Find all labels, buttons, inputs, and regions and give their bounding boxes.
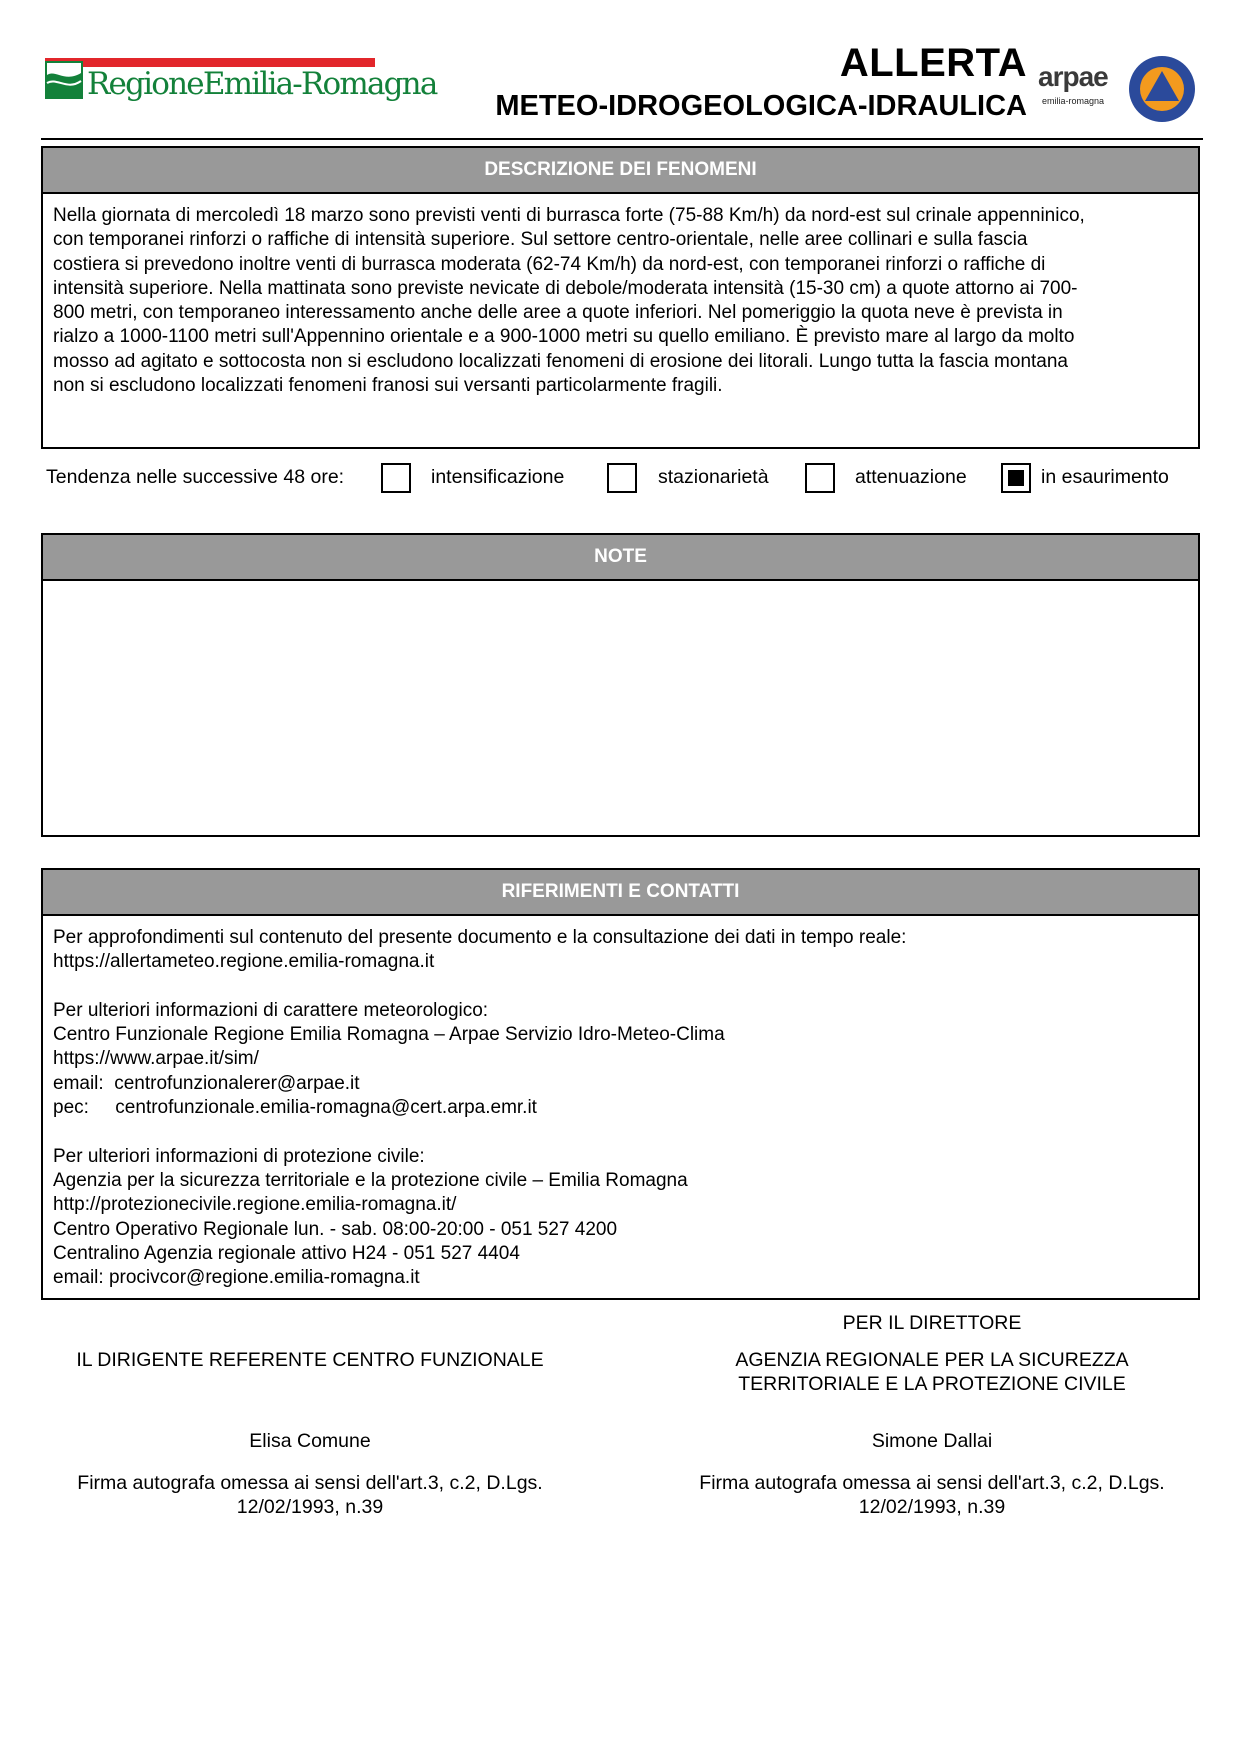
- contacts-text: [43, 916, 1198, 1290]
- arpae-logo-text: arpae: [1038, 61, 1108, 92]
- description-line: non si escludono localizzati fenomeni franosi sui versanti particolarmente fragili.: [53, 375, 723, 397]
- description-heading: DESCRIZIONE DEI FENOMENI: [43, 148, 1198, 194]
- right-signatory-name: Simone Dallai: [871, 1430, 993, 1452]
- trend-option-label: in esaurimento: [1041, 466, 1169, 488]
- blank-line: [53, 1120, 1188, 1144]
- arpae-logo-wordmark: [1038, 62, 1120, 92]
- region-logo-name: RegioneEmilia-Romagna: [87, 66, 437, 102]
- description-line: rialzo a 1000-1100 metri sull'Appennino orientale e a 900-1000 metri su quello emiliano. È previsto mare al largo da molto: [53, 326, 1075, 348]
- contacts-line: email: procivcor@regione.emilia-romagna.it: [53, 1267, 420, 1289]
- left-signature-note-date: 12/02/1993, n.39: [236, 1496, 384, 1518]
- arpae-logo: [1038, 62, 1120, 110]
- arpae-logo-sub: emilia-romagna: [1042, 96, 1105, 106]
- notes-box: [41, 533, 1200, 837]
- right-signature-note: Firma autografa omessa ai sensi dell'art.3, c.2, D.Lgs.: [699, 1472, 1165, 1494]
- contacts-line: Centro Operativo Regionale lun. - sab. 08:00-20:00 - 051 527 4200: [53, 1218, 618, 1240]
- notes-heading: NOTE: [43, 535, 1198, 581]
- trend-label: Tendenza nelle successive 48 ore:: [46, 466, 345, 488]
- contacts-line: https://www.arpae.it/sim/: [53, 1048, 259, 1070]
- contacts-line: Per ulteriori informazioni di carattere meteorologico:: [53, 999, 489, 1021]
- civil-protection-logo-icon: [1128, 55, 1196, 123]
- trend-option-label: intensificazione: [431, 466, 565, 488]
- contacts-box: [41, 868, 1200, 1300]
- header-divider: [41, 138, 1203, 140]
- contacts-line: Per approfondimenti sul contenuto del presente documento e la consultazione dei dati in tempo reale:: [53, 927, 907, 948]
- description-line: costiera si prevedono inoltre venti di burrasca moderata (62-74 Km/h) da nord-est, con temporanei rinforzi o raffiche di: [53, 253, 1046, 275]
- region-logo: [45, 58, 437, 108]
- right-signatory-pre: PER IL DIRETTORE: [842, 1312, 1022, 1334]
- contacts-heading: RIFERIMENTI E CONTATTI: [43, 870, 1198, 916]
- description-box: [41, 146, 1200, 449]
- description-line: mosso ad agitato e sottocosta non si escludono localizzati fenomeni di erosione dei litorali. Lungo tutta la fascia montana: [53, 350, 1068, 372]
- description-line: 800 metri, con temporaneo interessamento anche delle aree a quote inferiori. Nel pomeriggio la quota neve è prevista in: [53, 302, 1063, 324]
- contacts-line: pec: centrofunzionale.emilia-romagna@cert.arpa.emr.it: [53, 1097, 537, 1119]
- checkbox-stazionarieta[interactable]: [607, 463, 637, 493]
- description-line: Nella giornata di mercoledì 18 marzo sono previsti venti di burrasca forte (75-88 Km/h) da nord-est sul crinale appenninico,: [53, 205, 1085, 226]
- left-signatory-role: IL DIRIGENTE REFERENTE CENTRO FUNZIONALE: [76, 1349, 544, 1371]
- checkbox-intensificazione[interactable]: [381, 463, 411, 493]
- checkbox-attenuazione[interactable]: [805, 463, 835, 493]
- contacts-line: https://allertameteo.regione.emilia-romagna.it: [53, 951, 435, 973]
- page-title: ALLERTA: [839, 41, 1027, 85]
- contacts-line: Agenzia per la sicurezza territoriale e la protezione civile – Emilia Romagna: [53, 1169, 688, 1191]
- checkbox-checked-mark: [1008, 470, 1024, 486]
- right-signature-note-date: 12/02/1993, n.39: [858, 1496, 1006, 1518]
- trend-option-label: stazionarietà: [658, 466, 769, 488]
- checkbox-in-esaurimento[interactable]: [1001, 463, 1031, 493]
- description-line: intensità superiore. Nella mattinata sono previste nevicate di debole/moderata intensità (15-30 cm) a quote attorno ai 700-: [53, 277, 1078, 299]
- left-signatory-name: Elisa Comune: [249, 1430, 371, 1452]
- description-text: [43, 194, 1198, 398]
- blank-line: [53, 975, 1188, 999]
- right-signatory-role-line2: TERRITORIALE E LA PROTEZIONE CIVILE: [738, 1373, 1126, 1395]
- contacts-line: Centro Funzionale Regione Emilia Romagna – Arpae Servizio Idro-Meteo-Clima: [53, 1024, 725, 1046]
- contacts-line: email: centrofunzionalerer@arpae.it: [53, 1072, 360, 1094]
- trend-option-label: attenuazione: [855, 466, 967, 488]
- page-subtitle: METEO-IDROGEOLOGICA-IDRAULICA: [495, 90, 1027, 122]
- region-flag-icon: [45, 61, 83, 99]
- right-signatory-role: AGENZIA REGIONALE PER LA SICUREZZA: [735, 1349, 1129, 1371]
- left-signature-note: Firma autografa omessa ai sensi dell'art.3, c.2, D.Lgs.: [77, 1472, 543, 1494]
- contacts-line: Centralino Agenzia regionale attivo H24 - 051 527 4404: [53, 1242, 520, 1264]
- contacts-line: http://protezionecivile.regione.emilia-romagna.it/: [53, 1194, 457, 1216]
- contacts-line: Per ulteriori informazioni di protezione civile:: [53, 1145, 425, 1167]
- description-line: con temporanei rinforzi o raffiche di intensità superiore. Sul settore centro-orientale, nelle aree collinari e sulla fascia: [53, 229, 1028, 251]
